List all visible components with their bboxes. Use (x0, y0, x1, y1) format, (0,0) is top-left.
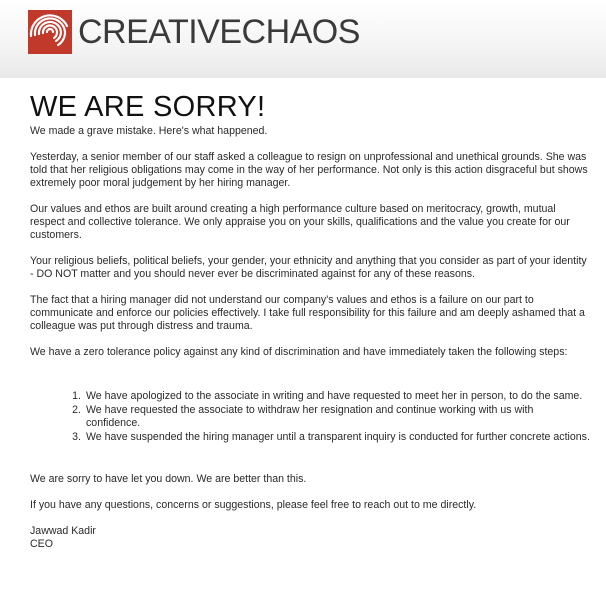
apology-letter (30, 92, 590, 551)
header-banner (0, 0, 606, 78)
paragraph-values: Our values and ethos are built around creating a high performance culture based on meritocracy, growth, mutual respect and collective tolerance. We only appraise you on your skills, qualifications and the value you create for our customers. (30, 203, 570, 241)
signature-title: CEO (30, 538, 53, 550)
closing-apology: We are sorry to have let you down. We are better than this. (30, 473, 307, 485)
paragraph-incident: Yesterday, a senior member of our staff asked a colleague to resign on unprofessional and unethical grounds. She was told that her religious obligations may come in the way of her performance. Not only is this action disgraceful but shows extremely poor moral judgement by her hiring manager. (30, 151, 588, 189)
step-text: We have apologized to the associate in writing and have requested to meet her in person, to do the same. (86, 390, 583, 402)
step-number: 3. (72, 431, 81, 443)
paragraph-identity: Your religious beliefs, political beliefs, your gender, your ethnicity and anything that you consider as part of your identity - DO NOT matter and you should never ever be discriminated against for any of these reasons. (30, 255, 587, 280)
spiral-fingerprint-icon (28, 10, 72, 54)
steps-list (30, 390, 590, 444)
step-number: 2. (72, 404, 81, 416)
list-item (30, 390, 590, 403)
signature-name: Jawwad Kadir (30, 525, 96, 537)
brand-logo-text: CREATIVECHAOS (78, 13, 360, 51)
paragraph-policy: We have a zero tolerance policy against any kind of discrimination and have immediately taken the following steps: (30, 346, 568, 358)
step-text: We have suspended the hiring manager until a transparent inquiry is conducted for further concrete actions. (86, 431, 590, 443)
step-text: We have requested the associate to withdraw her resignation and continue working with us with confidence. (86, 404, 534, 429)
closing-contact: If you have any questions, concerns or suggestions, please feel free to reach out to me directly. (30, 499, 477, 511)
list-item (30, 431, 590, 444)
step-number: 1. (72, 390, 81, 402)
page-title: WE ARE SORRY! (30, 91, 266, 123)
paragraph-responsibility: The fact that a hiring manager did not understand our company's values and ethos is a failure on our part to communicate and enforce our policies effectively. I take full responsibility for this failure and am deeply ashamed that a colleague was put through distress and trauma. (30, 294, 585, 332)
intro-line: We made a grave mistake. Here's what happened. (30, 125, 268, 137)
list-item (30, 404, 590, 430)
